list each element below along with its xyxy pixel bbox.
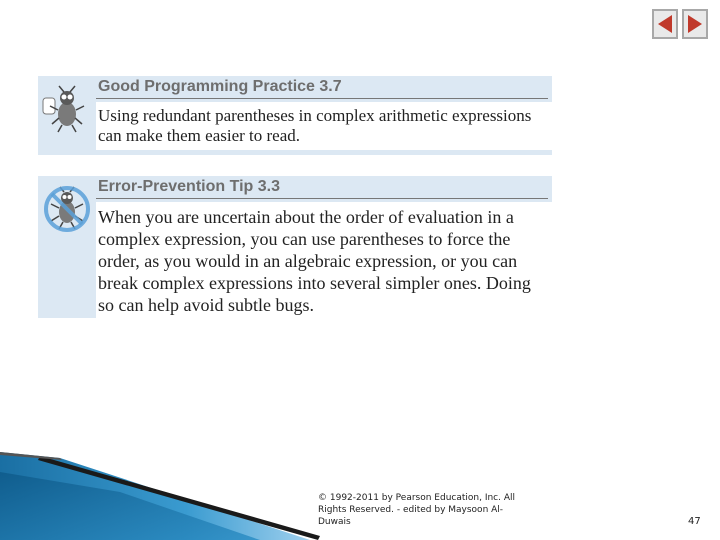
next-slide-button[interactable] [682,9,708,39]
error-prevention-tip-box [38,176,552,318]
triangle-right-icon [686,14,704,34]
good-programming-practice-box [38,76,552,155]
triangle-left-icon [656,14,674,34]
copyright-notice: © 1992-2011 by Pearson Education, Inc. All Rights Reserved. - edited by Maysoon Al-Duwais [318,493,516,527]
previous-slide-button[interactable] [652,9,678,39]
tip-title: Error-Prevention Tip 3.3 [98,178,280,195]
title-divider [96,98,548,99]
tip-text: When you are uncertain about the order of evaluation in a complex expression, you can use parentheses to force the order, as you would in an algebraic expression, or you can break complex expressions into several simpler ones. Doing so can help avoid subtle bugs. [98,207,531,315]
title-divider [96,198,548,199]
tip-text: Using redundant parentheses in complex arithmetic expressions can make them easier to read. [98,106,532,145]
footer-decoration-band [0,452,320,540]
bug-prohibited-icon [40,184,94,234]
bug-thumbs-up-icon [40,84,94,134]
page-number: 47 [688,516,701,527]
tip-title: Good Programming Practice 3.7 [98,78,342,95]
